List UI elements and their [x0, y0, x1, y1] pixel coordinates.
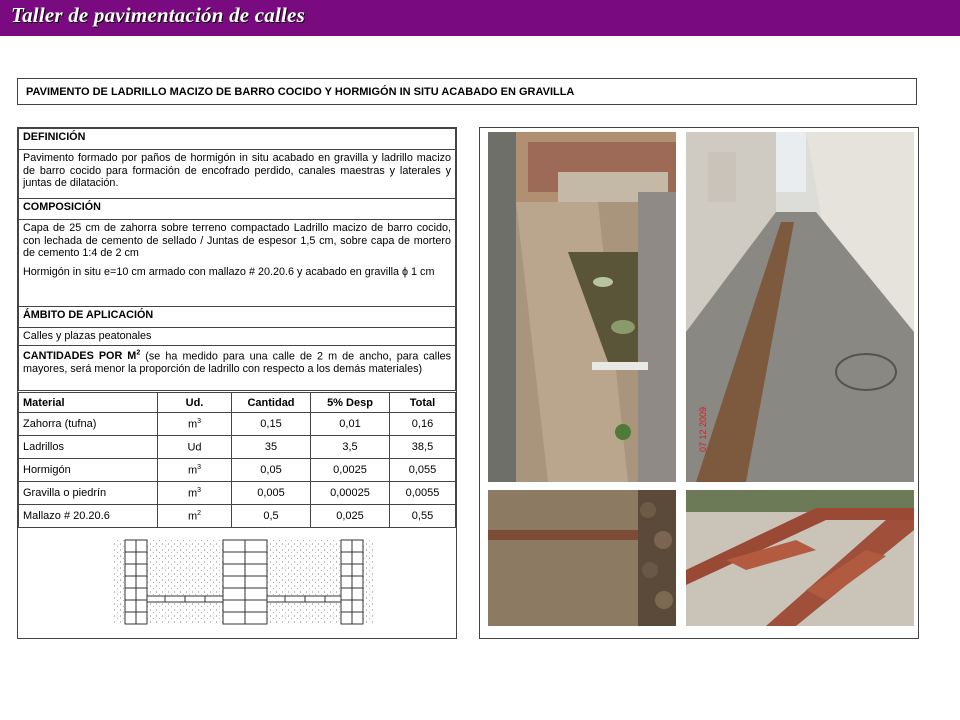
cell-material: Ladrillos	[19, 436, 158, 459]
photos-panel	[479, 127, 919, 639]
table-row	[19, 436, 456, 459]
pavement-section-drawing	[113, 536, 373, 628]
cell-unit: $m^3$	[158, 459, 232, 482]
composicion-text-2: Hormigón in situ e=10 cm armado con mallazo # 20.20.6 y acabado en gravilla ϕ 1 cm	[23, 265, 435, 278]
quantities-table	[18, 392, 456, 528]
photo-aerial-street	[488, 132, 676, 482]
cell-desp: 3,5	[311, 436, 390, 459]
composicion-text-1: Capa de 25 cm de zahorra sobre terreno compactado Ladrillo macizo de barro cocido, con lechada de cemento de sellado / Juntas de espesor 1,5 cm, sobre capa de mortero de cemento 1:4 de 2 cm	[23, 222, 451, 259]
photo-finished-street	[686, 132, 914, 482]
cell-total: 38,5	[390, 436, 456, 459]
cell-unit: Ud	[158, 436, 232, 459]
document-title: PAVIMENTO DE LADRILLO MACIZO DE BARRO COCIDO Y HORMIGÓN IN SITU ACABADO EN GRAVILLA	[26, 86, 575, 98]
cell-cantidad: 35	[232, 436, 311, 459]
cell-material: Zahorra (tufna)	[19, 413, 158, 436]
specification-table	[18, 128, 456, 391]
cell-unit: $m^2$	[158, 505, 232, 528]
photo-gravel-closeup	[488, 490, 676, 626]
cell-desp: 0,0025	[311, 459, 390, 482]
cell-material: Hormigón	[19, 459, 158, 482]
cell-material: Gravilla o piedrín	[19, 482, 158, 505]
cantidades-block	[19, 345, 456, 390]
cell-cantidad: 0,005	[232, 482, 311, 505]
cantidades-heading: CANTIDADES POR $M^2$	[23, 349, 141, 363]
cell-total: 0,16	[390, 413, 456, 436]
cell-total: 0,0055	[390, 482, 456, 505]
col-header: Total	[390, 393, 456, 413]
table-row	[19, 482, 456, 505]
definicion-text: Pavimento formado por paños de hormigón in situ acabado en gravilla y ladrillo macizo de barro cocido para formación de encofrado perdido, canales maestras y laterales y juntas de dilatación.	[19, 150, 456, 199]
cell-desp: 0,01	[311, 413, 390, 436]
cell-cantidad: 0,5	[232, 505, 311, 528]
col-header: Material	[19, 393, 158, 413]
table-row	[19, 413, 456, 436]
col-header: Cantidad	[232, 393, 311, 413]
cantidades-note: (se ha medido para una calle de 2 m de ancho, para calles mayores, será menor la proporción de ladrillo con respecto a los demás materiales)	[23, 350, 452, 375]
ambito-heading: ÁMBITO DE APLICACIÓN	[19, 307, 456, 328]
header-bar	[0, 0, 960, 36]
specification-panel	[17, 127, 457, 639]
composicion-text	[19, 220, 456, 307]
cell-unit: $m^3$	[158, 482, 232, 505]
col-header: 5% Desp	[311, 393, 390, 413]
photo-brick-formwork	[686, 490, 914, 626]
document-title-box	[17, 78, 917, 105]
cell-cantidad: 0,15	[232, 413, 311, 436]
svg-text:07 12 2009: 07 12 2009	[698, 406, 708, 452]
composicion-heading: COMPOSICIÓN	[19, 199, 456, 220]
table-row	[19, 505, 456, 528]
table-row	[19, 459, 456, 482]
cell-cantidad: 0,05	[232, 459, 311, 482]
cell-total: 0,055	[390, 459, 456, 482]
ambito-text: Calles y plazas peatonales	[19, 328, 456, 346]
cell-desp: 0,00025	[311, 482, 390, 505]
cell-total: 0,55	[390, 505, 456, 528]
col-header: Ud.	[158, 393, 232, 413]
cell-unit: $m^3$	[158, 413, 232, 436]
cell-material: Mallazo # 20.20.6	[19, 505, 158, 528]
quantities-header-row	[19, 393, 456, 413]
cell-desp: 0,025	[311, 505, 390, 528]
definicion-heading: DEFINICIÓN	[19, 129, 456, 150]
header-title: Taller de pavimentación de calles	[11, 3, 305, 27]
